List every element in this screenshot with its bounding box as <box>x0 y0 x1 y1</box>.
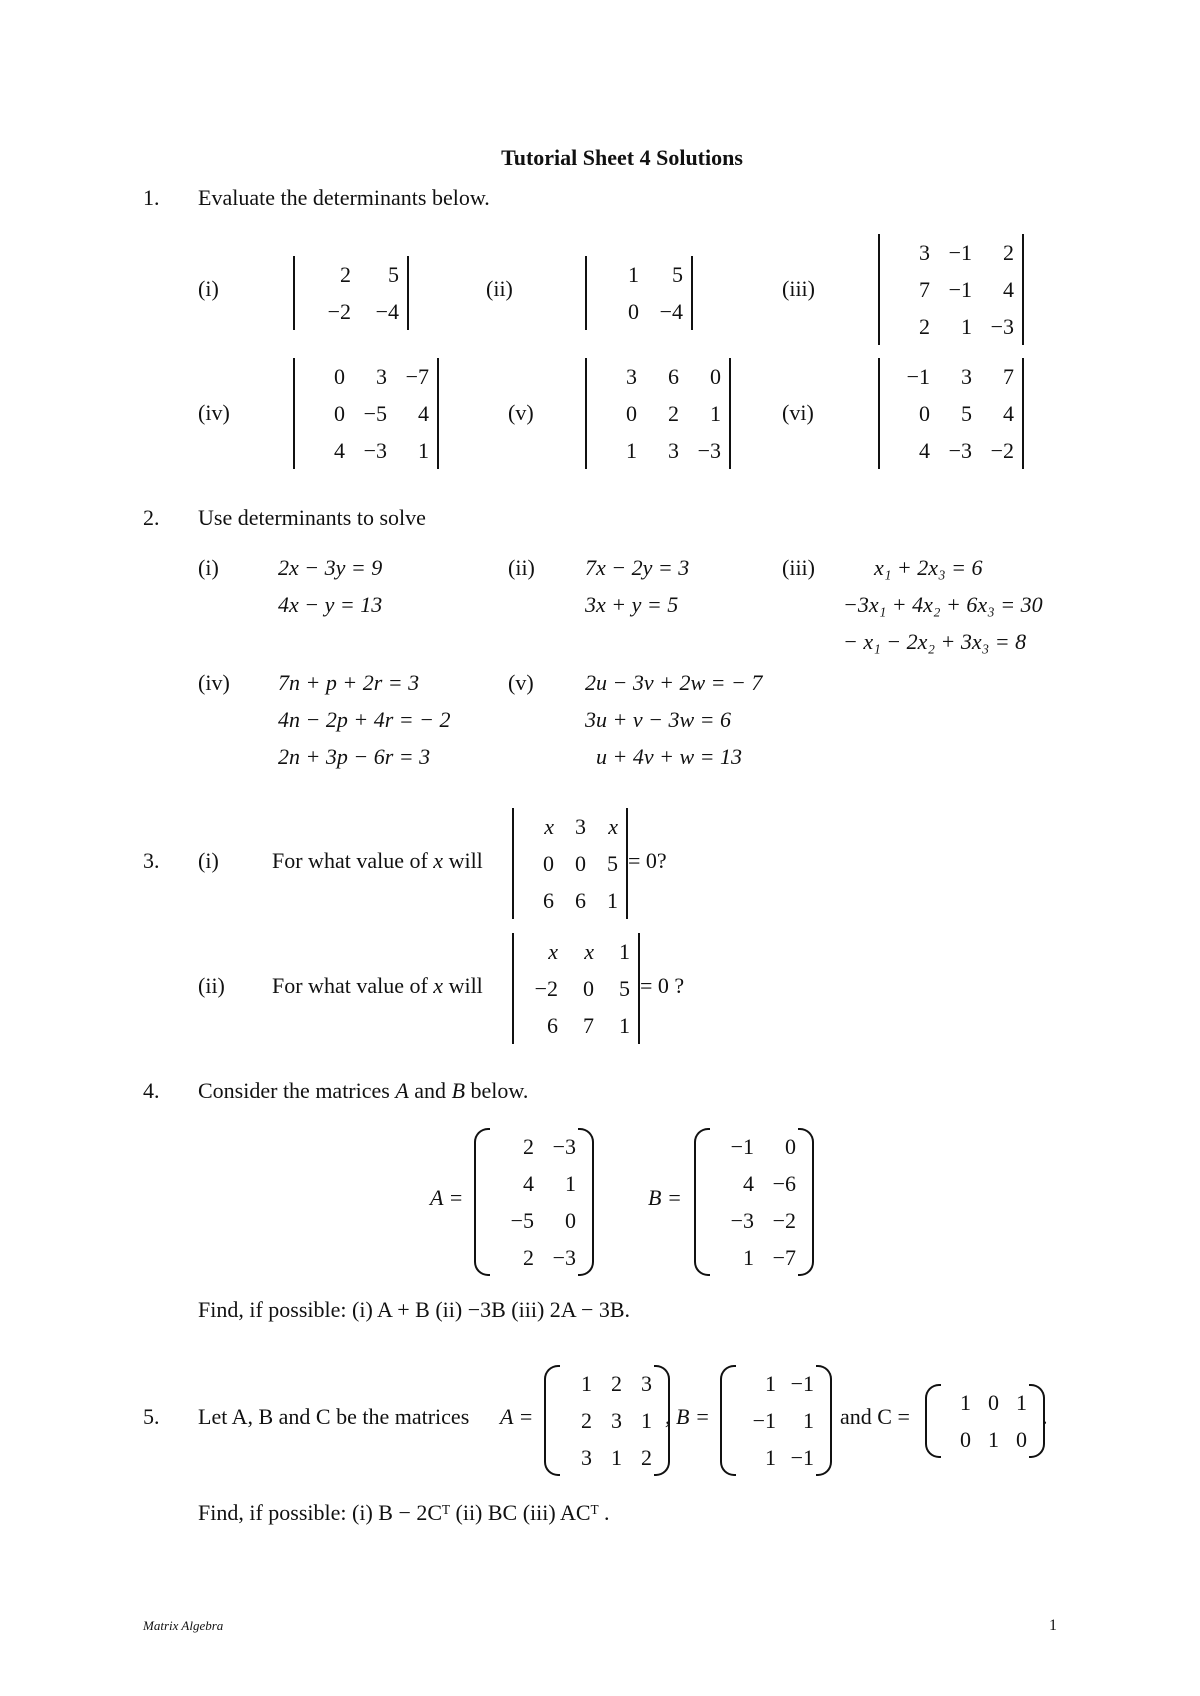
q5-b-label: , B = <box>665 1404 710 1429</box>
q5-matrix-b <box>720 1365 832 1476</box>
right-parenthesis <box>578 1128 594 1276</box>
left-parenthesis <box>544 1365 560 1476</box>
determinant-iii <box>878 234 1024 345</box>
matrix-entry: 1 <box>641 1408 652 1433</box>
matrix-entry: −1 <box>790 1371 814 1396</box>
matrix-entry: 2 <box>1003 240 1014 265</box>
matrix-entry: 0 <box>1016 1427 1027 1452</box>
matrix-a-label: A = <box>430 1185 464 1210</box>
matrix-entry: −2 <box>772 1208 796 1233</box>
matrix-grid <box>888 358 1014 469</box>
determinant-v <box>585 358 731 469</box>
matrix-entry: 0 <box>960 1427 971 1452</box>
q5-a-label: A = <box>500 1404 534 1429</box>
matrix-b-label: B = <box>648 1185 682 1210</box>
matrix-entry: 6 <box>668 364 679 389</box>
matrix-entry: x <box>544 814 554 839</box>
q3-ii-suffix: = 0 ? <box>640 973 685 998</box>
q3-determinant-ii <box>512 933 640 1044</box>
matrix-entry: 1 <box>565 1171 576 1196</box>
matrix-entry: x <box>584 939 594 964</box>
matrix-entry: 2 <box>919 314 930 339</box>
system-v-eq3: u + 4v + w = 13 <box>596 744 742 769</box>
matrix-entry: 7 <box>1003 364 1014 389</box>
q3-i-text <box>272 848 483 874</box>
matrix-row <box>595 256 683 293</box>
matrix-row <box>595 432 721 469</box>
matrix-entry: 5 <box>388 262 399 287</box>
matrix-entry: −1 <box>790 1445 814 1470</box>
matrix-entry: −2 <box>327 299 351 324</box>
q2-number: 2. <box>143 505 160 530</box>
matrix-entry: −7 <box>772 1245 796 1270</box>
matrix-row <box>738 1402 814 1439</box>
matrix-entry: −5 <box>363 401 387 426</box>
q1-label-v: (v) <box>508 400 534 425</box>
matrix-entry: −1 <box>752 1408 776 1433</box>
matrix-entry: 3 <box>961 364 972 389</box>
matrix-grid <box>595 358 721 469</box>
matrix-entry: 2 <box>340 262 351 287</box>
matrix-entry: 1 <box>619 1013 630 1038</box>
matrix-grid <box>492 1128 576 1276</box>
q3-i-will: will <box>448 848 483 873</box>
matrix-entry: 0 <box>334 401 345 426</box>
matrix-entry: 1 <box>628 262 639 287</box>
matrix-entry: 2 <box>668 401 679 426</box>
matrix-row <box>712 1128 796 1165</box>
q2-label-iv: (iv) <box>198 670 230 695</box>
system-v-eq2: 3u + v − 3w = 6 <box>585 707 731 732</box>
matrix-entry: 1 <box>743 1245 754 1270</box>
matrix-grid <box>712 1128 796 1276</box>
q3-ii-var: x <box>433 973 444 998</box>
matrix-entry: −5 <box>510 1208 534 1233</box>
matrix-row <box>738 1439 814 1476</box>
matrix-entry: 4 <box>743 1171 754 1196</box>
right-parenthesis <box>816 1365 832 1476</box>
matrix-row <box>303 358 429 395</box>
matrix-entry: 0 <box>988 1390 999 1415</box>
matrix-row <box>888 271 1014 308</box>
matrix-entry: 1 <box>988 1427 999 1452</box>
matrix-entry: 5 <box>961 401 972 426</box>
matrix-entry: 1 <box>960 1390 971 1415</box>
matrix-entry: −6 <box>772 1171 796 1196</box>
matrix-row <box>492 1165 576 1202</box>
matrix-entry: 2 <box>611 1371 622 1396</box>
system-ii-eq2: 3x + y = 5 <box>585 592 679 617</box>
matrix-row <box>562 1439 652 1476</box>
matrix-entry: 1 <box>710 401 721 426</box>
matrix-grid <box>303 256 399 330</box>
matrix-row <box>888 308 1014 345</box>
matrix-entry: 3 <box>668 438 679 463</box>
matrix-entry: 1 <box>1016 1390 1027 1415</box>
q1-label-i: (i) <box>198 276 219 301</box>
matrix-grid <box>303 358 429 469</box>
matrix-entry: 4 <box>523 1171 534 1196</box>
q3-ii-prefix: For what value of <box>272 973 428 998</box>
matrix-entry: 4 <box>1003 277 1014 302</box>
matrix-entry: 0 <box>565 1208 576 1233</box>
q1-label-ii: (ii) <box>486 276 513 301</box>
matrix-row <box>943 1384 1027 1421</box>
matrix-entry: 0 <box>575 851 586 876</box>
q4-find: Find, if possible: (i) A + B (ii) −3B (iii) 2A − 3B. <box>198 1297 631 1322</box>
matrix-entry: 1 <box>607 888 618 913</box>
matrix-entry: 3 <box>575 814 586 839</box>
matrix-entry: 1 <box>418 438 429 463</box>
q5-find: Find, if possible: (i) B − 2Cᵀ (ii) BC (iii) ACᵀ . <box>198 1500 610 1525</box>
matrix-entry: −4 <box>375 299 399 324</box>
matrix-row <box>492 1239 576 1276</box>
left-parenthesis <box>720 1365 736 1476</box>
matrix-grid <box>595 256 683 330</box>
matrix-entry: −4 <box>659 299 683 324</box>
matrix-entry: 5 <box>607 851 618 876</box>
q1-label-iii: (iii) <box>782 276 815 301</box>
matrix-entry: −3 <box>697 438 721 463</box>
determinant-i <box>293 256 409 330</box>
q5-matrix-a <box>544 1365 670 1476</box>
q2-label-ii: (ii) <box>508 555 535 580</box>
system-ii-eq1: 7x − 2y = 3 <box>585 555 690 580</box>
q4-text <box>198 1078 528 1104</box>
matrix-row <box>888 432 1014 469</box>
matrix-row <box>888 358 1014 395</box>
matrix-grid <box>522 808 618 919</box>
matrix-entry: 1 <box>765 1445 776 1470</box>
matrix-row <box>562 1402 652 1439</box>
determinant-ii <box>585 256 693 330</box>
q5-text: Let A, B and C be the matrices <box>198 1404 470 1429</box>
matrix-entry: 7 <box>919 277 930 302</box>
q1-label-iv: (iv) <box>198 400 230 425</box>
page-title: Tutorial Sheet 4 Solutions <box>501 145 743 170</box>
matrix-entry: 0 <box>710 364 721 389</box>
matrix-entry: −3 <box>363 438 387 463</box>
matrix-entry: 3 <box>376 364 387 389</box>
q3-i-prefix: For what value of <box>272 848 428 873</box>
matrix-entry: −3 <box>730 1208 754 1233</box>
matrix-entry: x <box>608 814 618 839</box>
matrix-entry: 4 <box>919 438 930 463</box>
q5-number: 5. <box>143 1404 160 1429</box>
matrix-row <box>522 970 630 1007</box>
matrix-entry: 3 <box>641 1371 652 1396</box>
system-iv-eq1: 7n + p + 2r = 3 <box>278 670 420 695</box>
matrix-entry: −3 <box>552 1134 576 1159</box>
matrix-entry: 1 <box>961 314 972 339</box>
matrix-row <box>303 395 429 432</box>
matrix-entry: −2 <box>990 438 1014 463</box>
matrix-entry: x <box>548 939 558 964</box>
matrix-row <box>492 1202 576 1239</box>
matrix-grid <box>888 234 1014 345</box>
matrix-row <box>303 293 399 330</box>
q4-and: and <box>414 1078 447 1103</box>
matrix-grid <box>522 933 630 1044</box>
matrix-entry: 4 <box>334 438 345 463</box>
matrix-entry: 2 <box>641 1445 652 1470</box>
matrix-grid <box>562 1365 652 1476</box>
q2-label-v: (v) <box>508 670 534 695</box>
matrix-entry: 6 <box>547 1013 558 1038</box>
q1-text: Evaluate the determinants below. <box>198 185 490 210</box>
footer-page-number: 1 <box>1049 1617 1057 1634</box>
matrix-entry: 7 <box>583 1013 594 1038</box>
q3-ii-will: will <box>448 973 483 998</box>
q3-label-i: (i) <box>198 848 219 873</box>
q3-ii-text <box>272 973 483 999</box>
matrix-entry: 3 <box>919 240 930 265</box>
matrix-row <box>562 1365 652 1402</box>
matrix-row <box>303 256 399 293</box>
matrix-row <box>303 432 429 469</box>
matrix-entry: 1 <box>626 438 637 463</box>
q3-label-ii: (ii) <box>198 973 225 998</box>
q4-b: B <box>451 1078 466 1103</box>
right-parenthesis <box>798 1128 814 1276</box>
matrix-row <box>595 358 721 395</box>
left-parenthesis <box>925 1384 941 1458</box>
matrix-entry: −1 <box>906 364 930 389</box>
q2-label-iii: (iii) <box>782 555 815 580</box>
matrix-entry: 0 <box>334 364 345 389</box>
matrix-row <box>738 1365 814 1402</box>
matrix-entry: 2 <box>523 1134 534 1159</box>
matrix-row <box>712 1202 796 1239</box>
determinant-vi <box>878 358 1024 469</box>
system-iii-eq1: x₁ + 2x₃ = 6 <box>874 555 983 580</box>
matrix-row <box>888 234 1014 271</box>
q5-end: . <box>1042 1404 1048 1429</box>
matrix-grid <box>943 1384 1027 1458</box>
matrix-b <box>694 1128 814 1276</box>
system-i-eq2: 4x − y = 13 <box>278 592 383 617</box>
q1-number: 1. <box>143 185 160 210</box>
matrix-entry: 6 <box>543 888 554 913</box>
matrix-row <box>522 845 618 882</box>
system-iii-eq3: − x₁ − 2x₂ + 3x₃ = 8 <box>843 629 1027 654</box>
matrix-entry: −1 <box>948 277 972 302</box>
footer-course: Matrix Algebra <box>143 1618 224 1633</box>
q4-number: 4. <box>143 1078 160 1103</box>
matrix-entry: 0 <box>626 401 637 426</box>
matrix-entry: 1 <box>581 1371 592 1396</box>
q4-a: A <box>395 1078 409 1103</box>
matrix-entry: −1 <box>948 240 972 265</box>
matrix-entry: 0 <box>919 401 930 426</box>
matrix-row <box>492 1128 576 1165</box>
left-parenthesis <box>474 1128 490 1276</box>
matrix-row <box>712 1239 796 1276</box>
matrix-entry: 0 <box>583 976 594 1001</box>
matrix-entry: −3 <box>948 438 972 463</box>
q2-text: Use determinants to solve <box>198 505 426 530</box>
q5-c-label: and C = <box>840 1404 910 1429</box>
q3-number: 3. <box>143 848 160 873</box>
q3-i-var: x <box>433 848 444 873</box>
matrix-entry: 3 <box>611 1408 622 1433</box>
matrix-a <box>474 1128 594 1276</box>
q4-text-b: below. <box>470 1078 529 1103</box>
matrix-entry: 2 <box>523 1245 534 1270</box>
determinant-iv <box>293 358 439 469</box>
matrix-row <box>522 882 618 919</box>
q4-text-a: Consider the matrices <box>198 1078 390 1103</box>
matrix-row <box>522 808 618 845</box>
left-parenthesis <box>694 1128 710 1276</box>
matrix-row <box>943 1421 1027 1458</box>
system-v-eq1: 2u − 3v + 2w = − 7 <box>585 670 763 695</box>
matrix-entry: 0 <box>628 299 639 324</box>
matrix-entry: −1 <box>730 1134 754 1159</box>
matrix-row <box>522 1007 630 1044</box>
matrix-entry: 4 <box>1003 401 1014 426</box>
matrix-row <box>522 933 630 970</box>
matrix-entry: 1 <box>803 1408 814 1433</box>
matrix-entry: −7 <box>405 364 429 389</box>
matrix-entry: 5 <box>672 262 683 287</box>
q3-determinant-i <box>512 808 628 919</box>
matrix-row <box>888 395 1014 432</box>
matrix-entry: 3 <box>581 1445 592 1470</box>
matrix-row <box>595 395 721 432</box>
system-i-eq1: 2x − 3y = 9 <box>278 555 383 580</box>
q5-matrix-c <box>925 1384 1045 1458</box>
matrix-entry: −3 <box>990 314 1014 339</box>
matrix-entry: 1 <box>611 1445 622 1470</box>
matrix-entry: −3 <box>552 1245 576 1270</box>
matrix-entry: −2 <box>534 976 558 1001</box>
matrix-row <box>712 1165 796 1202</box>
matrix-entry: 2 <box>581 1408 592 1433</box>
q3-i-suffix: = 0? <box>628 848 667 873</box>
system-iv-eq3: 2n + 3p − 6r = 3 <box>278 744 431 769</box>
matrix-grid <box>738 1365 814 1476</box>
q2-label-i: (i) <box>198 555 219 580</box>
matrix-entry: 0 <box>543 851 554 876</box>
matrix-entry: 0 <box>785 1134 796 1159</box>
matrix-entry: 1 <box>765 1371 776 1396</box>
q1-label-vi: (vi) <box>782 400 814 425</box>
matrix-entry: 6 <box>575 888 586 913</box>
system-iv-eq2: 4n − 2p + 4r = − 2 <box>278 707 451 732</box>
matrix-entry: 4 <box>418 401 429 426</box>
matrix-entry: 5 <box>619 976 630 1001</box>
matrix-entry: 1 <box>619 939 630 964</box>
matrix-entry: 3 <box>626 364 637 389</box>
system-iii-eq2: −3x₁ + 4x₂ + 6x₃ = 30 <box>843 592 1043 617</box>
matrix-row <box>595 293 683 330</box>
